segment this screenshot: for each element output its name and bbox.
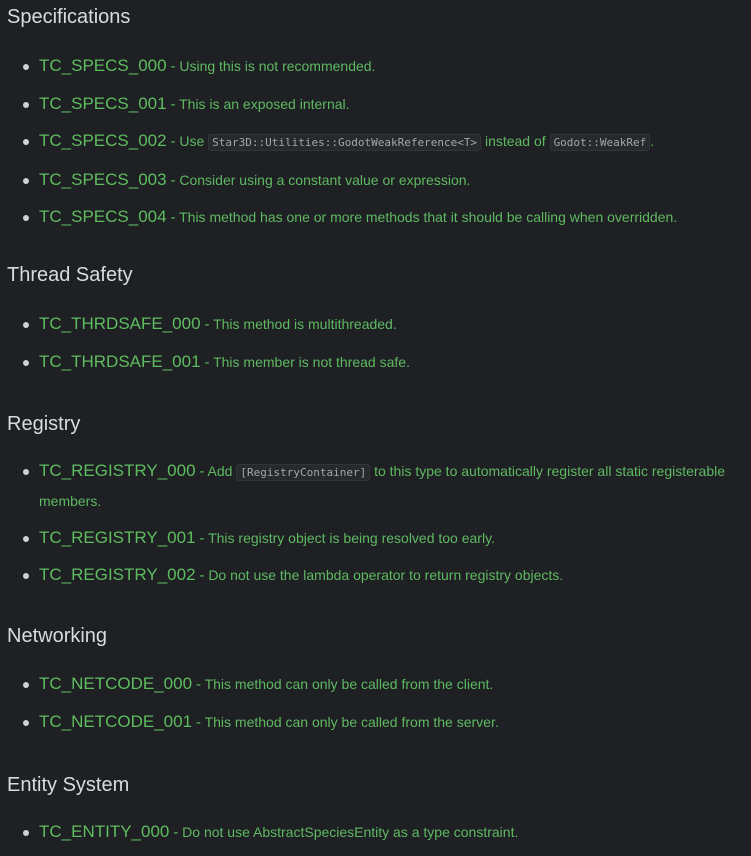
description-middle: instead of <box>484 133 546 150</box>
diagnostic-code: TC_REGISTRY_002 <box>39 565 196 585</box>
list-item <box>7 203 751 232</box>
list-item <box>7 818 751 847</box>
inline-code: [RegistryContainer] <box>236 464 370 481</box>
separator: - <box>170 58 176 75</box>
list-item <box>7 708 751 737</box>
diagnostic-description: This method has one or more methods that it should be calling when overridden. <box>179 209 678 226</box>
separator: - <box>173 824 179 841</box>
separator: - <box>204 316 210 333</box>
diagnostic-code: TC_NETCODE_000 <box>39 674 193 693</box>
entity-system-list <box>7 818 751 856</box>
networking-list <box>7 670 751 745</box>
separator: - <box>170 209 176 227</box>
section-heading-thread-safety: Thread Safety <box>7 264 133 286</box>
diagnostic-description: This member is not thread safe. <box>213 353 410 370</box>
description-prefix: Add <box>207 463 233 479</box>
description-suffix: to this type to automatically register all static registerable members. <box>39 463 726 509</box>
description-suffix: . <box>650 133 655 150</box>
list-item <box>7 52 751 81</box>
list-item <box>7 561 751 590</box>
specifications-list <box>7 52 751 241</box>
diagnostic-description: Using this is not recommended. <box>179 58 376 74</box>
diagnostic-code: TC_REGISTRY_000 <box>39 461 196 480</box>
diagnostic-code: TC_REGISTRY_001 <box>39 527 196 547</box>
registry-list <box>7 457 751 599</box>
diagnostic-code: TC_THRDSAFE_001 <box>39 351 201 371</box>
diagnostic-description: This registry object is being resolved too early. <box>208 529 495 546</box>
separator: - <box>199 463 205 480</box>
diagnostic-description: This method is multithreaded. <box>213 316 397 332</box>
list-item <box>7 670 751 699</box>
list-item <box>7 457 751 515</box>
diagnostic-code: TC_SPECS_004 <box>39 207 167 227</box>
separator: - <box>170 133 176 151</box>
thread-safety-list <box>7 310 751 385</box>
list-item <box>7 166 751 195</box>
diagnostic-description: This method can only be called from the client. <box>204 676 494 692</box>
section-heading-networking: Networking <box>7 625 108 647</box>
list-item <box>7 524 751 553</box>
diagnostic-code: TC_SPECS_002 <box>39 131 167 151</box>
separator: - <box>195 676 201 693</box>
diagnostic-code: TC_THRDSAFE_000 <box>39 314 201 333</box>
separator: - <box>204 353 210 371</box>
list-item <box>7 348 751 377</box>
list-item <box>7 310 751 339</box>
diagnostic-description: Do not use the lambda operator to return registry objects. <box>208 567 564 584</box>
diagnostic-code: TC_ENTITY_000 <box>39 822 170 841</box>
section-heading-entity-system: Entity System <box>7 774 130 796</box>
diagnostic-description: This method can only be called from the server. <box>204 713 499 730</box>
separator: - <box>199 529 205 547</box>
separator: - <box>170 171 176 189</box>
inline-code: Star3D::Utilities::GodotWeakReference<T> <box>208 134 481 151</box>
separator: - <box>170 95 176 113</box>
diagnostic-description: Consider using a constant value or expression. <box>179 171 471 188</box>
section-heading-specifications: Specifications <box>7 6 131 28</box>
diagnostic-code: TC_SPECS_001 <box>39 93 167 113</box>
diagnostic-code: TC_SPECS_003 <box>39 169 167 189</box>
separator: - <box>199 567 205 585</box>
list-item <box>7 90 751 119</box>
diagnostic-description: This is an exposed internal. <box>179 95 350 112</box>
diagnostic-code: TC_SPECS_000 <box>39 56 167 75</box>
diagnostic-code: TC_NETCODE_001 <box>39 711 193 731</box>
description-prefix: Use <box>179 133 205 150</box>
diagnostic-description: Do not use AbstractSpeciesEntity as a type constraint. <box>182 824 519 840</box>
inline-code: Godot::WeakRef <box>550 134 651 151</box>
section-heading-registry: Registry <box>7 413 81 435</box>
separator: - <box>195 713 201 731</box>
list-item <box>7 127 751 157</box>
